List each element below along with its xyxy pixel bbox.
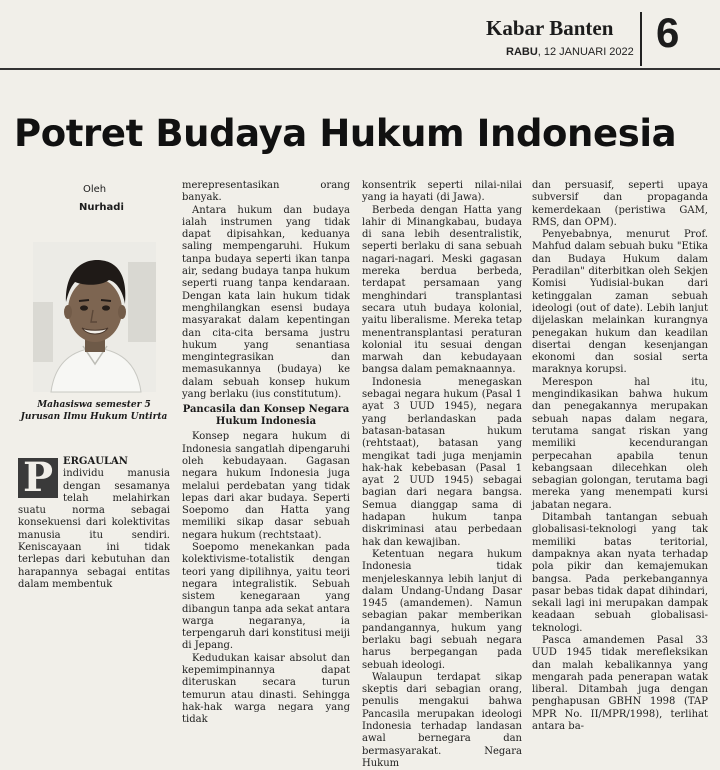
byline-label: Oleh (83, 184, 107, 195)
paragraph: Antara hukum dan budaya ialah instrumen yang tidak dapat dipisahkan, keduanya saling mempengaruhi. Hukum tanpa budaya seperti ikan tanpa air, sedang budaya tanpa hukum seperti ruang tanpa kendaraan. Dengan kata lain hukum tidak menghilangkan esensi budaya masyarakat dalam kepentingan dan cita-cita bersama justru hukum yang senantiasa mengintegrasikan dan memasukannya (budaya) ke dalam sebuah konsep hukum yang berlaku (ius constitutum). (182, 204, 350, 401)
section-subheading: Pancasila dan Konsep Negara Hukum Indonesia (182, 404, 350, 428)
paragraph: Berbeda dengan Hatta yang lahir di Minangkabau, budaya di sana lebih desentralistik, seperti berlaku di sana sebuah nagari-nagari. Meski gagasan mereka berdua berbeda, terdapat persamaan yang menghindari transplantasi secara utuh budaya kolonial, yaitu liberalisme. Mereka tetap menentransplantasi peraturan kolonial itu sesuai dengan marwah dan kebudayaan bangsa dalam pemaknaannya. (362, 204, 522, 376)
author-caption: Mahasiswa semester 5 Jurusan Ilmu Hukum Untirta (20, 400, 168, 422)
article-title: Potret Budaya Hukum Indonesia (14, 112, 677, 155)
opening-text: individu manusia dengan sesamanya telah melahirkan suatu norma sebagai konsekuensi dari kolektivitas manusia itu sendiri. Keniscayaan ini tidak terlepas dari kebutuhan dan harapannya sebagai entitas dalam membentuk (18, 468, 170, 590)
dateline (506, 46, 634, 58)
header-rule (0, 68, 720, 70)
header-divider (640, 12, 642, 66)
paragraph: Walaupun terdapat sikap skeptis dari sebagian orang, penulis mengakui bahwa Pancasila merupakan ideologi Indonesia terhadap landasan awal bernegara dan bermasyarakat. Negara Hukum (362, 671, 522, 769)
publication-name: Kabar Banten (486, 16, 614, 40)
paragraph: merepresentasikan orang banyak. (182, 180, 350, 204)
paragraph: Konsep negara hukum di Indonesia sangatlah dipengaruhi oleh kebudayaan. Gagasan negara hukum Indonesia juga melalui perdebatan yang tidak lepas dari akar budaya. Seperti Soepomo dan Hatta yang memiliki sikap dasar sebuah negara hukum (rechtstaat). (182, 431, 350, 541)
article-column-2 (182, 180, 350, 726)
paragraph: Pasca amandemen Pasal 33 UUD 1945 tidak merefleksikan dan malah kebalikannya yang mengarah pada penerapan watak liberal. Ditambah juga dengan penghapusan GBHN 1998 (TAP MPR No. II/MPR/1998), terlihat antara ba- (532, 634, 708, 733)
article-column-3 (362, 180, 522, 769)
dropcap-letter: P (18, 458, 58, 498)
paragraph: Ketentuan negara hukum Indonesia tidak menjeleskannya lebih lanjut di dalam Undang-Undang Dasar 1945 (amandemen). Namun sebagian pakar memberikan pandangannya, hukum yang berlaku bagi sebuah negara harus berpegangan pada sebuah ideologi. (362, 548, 522, 671)
paragraph: Kedudukan kaisar absolut dan kepemimpinannya dapat diteruskan secara turun temurun atau dinasti. Sehingga hak-hak warga negara yang tidak (182, 652, 350, 726)
article-column-1 (18, 454, 170, 590)
paragraph: Ditambah tantangan sebuah globalisasi-teknologi yang tak memiliki batas teritorial, dampaknya akan nyata terhadap pola pikir dan kemajemukan bangsa. Pada perkebangannya pasar bebas tidak dapat dihindari, sekali lagi ini merupakan dampak keadaan sebuah globalisasi-teknologi. (532, 512, 708, 634)
page-number: 6 (656, 9, 680, 56)
author-name: Nurhadi (79, 202, 124, 213)
date-label: , 12 JANUARI 2022 (537, 46, 634, 58)
day-label: RABU (506, 46, 538, 58)
paragraph: Indonesia menegaskan sebagai negara hukum (Pasal 1 ayat 3 UUD 1945), negara yang berlandaskan pada batasan-batasan hukum (rehtstaat), batasan yang mengikat tadi juga menjamin hak-hak kebebasan (Pasal 1 ayat 2 UUD 1945) sebagai bagian dari negara bangsa. Semua dianggap sama di hadapan hukum tanpa diskriminasi atau perbedaan hak dan kewajiban. (362, 376, 522, 548)
paragraph: Merespon hal itu, mengindikasikan bahwa hukum dan penegakannya merupakan sebuah napas dalam negara, terutama sangat riskan yang memiliki kecendurangan perpecahan apabila tenun kebangsaan dilecehkan oleh sebagian golongan, terutama bagi mereka yang menempati kursi jabatan negara. (532, 376, 708, 511)
paragraph: konsentrik seperti nilai-nilai yang ia hayati (di Jawa). (362, 180, 522, 204)
lead-word: ERGAULAN (63, 456, 128, 467)
author-portrait-photo (33, 242, 156, 392)
paragraph: dan persuasif, seperti upaya subversif dan propaganda kemerdekaan (peristiwa GAM, RMS, dan OPM). (532, 180, 708, 228)
paragraph: Penyebabnya, menurut Prof. Mahfud dalam sebuah buku "Etika dan Budaya Hukum dalam Peradilan" diterbitkan oleh Sekjen Komisi Yudisial-bukan dari ketinggalan zaman sebuah ideologi (out of date). Lebih lanjut dijelaskan melainkan kurangnya penegakan hukum dan keadilan disertai dengan kesenjangan ekonomi dan sosial serta maraknya korupsi. (532, 229, 708, 376)
article-column-4 (532, 180, 708, 733)
portrait-illustration (33, 242, 156, 392)
paragraph: Soepomo menekankan pada kolektivisme-totalistik dengan teori yang dipilihnya, yaitu teori negara integralistik. Sebuah sistem kenegaraan yang dibangun tanpa ada sekat antara warga negaranya, ia terpengaruh dari konstitusi meiji di Jepang. (182, 542, 350, 652)
